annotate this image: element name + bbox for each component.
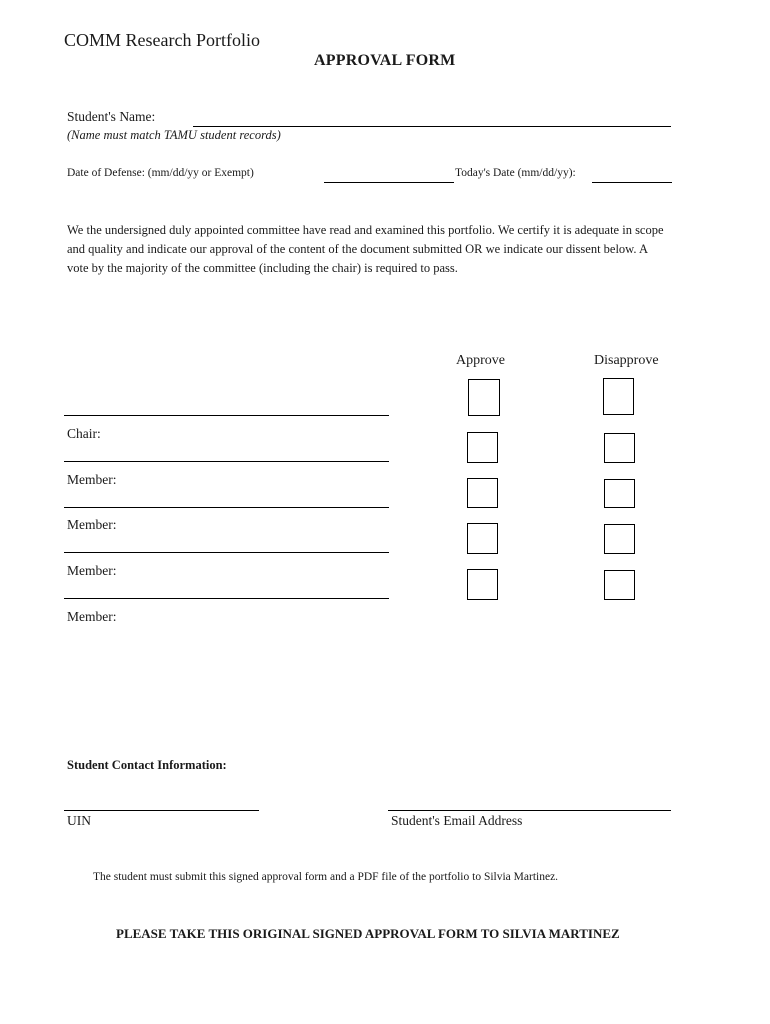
form-title: APPROVAL FORM [314, 52, 456, 69]
student-name-note: (Name must match TAMU student records) [67, 128, 281, 142]
member-3-disapprove-checkbox[interactable] [604, 524, 635, 554]
member-1-disapprove-checkbox[interactable] [604, 433, 635, 463]
member-4-signature-line[interactable] [64, 598, 389, 599]
member-1-approve-checkbox[interactable] [467, 432, 498, 463]
member-2-signature-line[interactable] [64, 507, 389, 508]
student-name-label: Student's Name: [67, 109, 156, 124]
committee-statement: We the undersigned duly appointed committee have read and examined this portfolio. We certify it is adequate in scope and quality and indicate our approval of the content of the document submitted OR we indicate our dissent below. A vote by the majority of the committee (including the chair) is required to pass. [67, 223, 664, 275]
todays-date-label: Today's Date (mm/dd/yy): [455, 167, 576, 179]
member-4-label: Member: [67, 609, 117, 624]
disapprove-column-header: Disapprove [594, 353, 659, 368]
submission-instruction: The student must submit this signed approval form and a PDF file of the portfolio to Silvia Martinez. [93, 871, 559, 883]
contact-heading: Student Contact Information: [67, 758, 227, 772]
chair-approve-checkbox[interactable] [468, 379, 500, 416]
member-3-approve-checkbox[interactable] [467, 523, 498, 554]
member-1-label: Member: [67, 472, 117, 487]
member-2-label: Member: [67, 517, 117, 532]
submission-notice: PLEASE TAKE THIS ORIGINAL SIGNED APPROVAL FORM TO SILVIA MARTINEZ [116, 926, 620, 941]
approve-column-header: Approve [456, 353, 505, 368]
email-label: Student's Email Address [391, 813, 523, 828]
chair-signature-line[interactable] [64, 415, 389, 416]
email-field[interactable] [388, 810, 671, 811]
member-3-label: Member: [67, 563, 117, 578]
uin-field[interactable] [64, 810, 259, 811]
member-4-disapprove-checkbox[interactable] [604, 570, 635, 600]
member-2-disapprove-checkbox[interactable] [604, 479, 635, 508]
member-4-approve-checkbox[interactable] [467, 569, 498, 600]
chair-label: Chair: [67, 426, 101, 441]
member-2-approve-checkbox[interactable] [467, 478, 498, 508]
defense-date-field[interactable] [324, 182, 454, 183]
member-1-signature-line[interactable] [64, 461, 389, 462]
chair-disapprove-checkbox[interactable] [603, 378, 634, 415]
todays-date-field[interactable] [592, 182, 672, 183]
defense-date-label: Date of Defense: (mm/dd/yy or Exempt) [67, 167, 254, 179]
uin-label: UIN [67, 813, 91, 828]
student-name-field[interactable] [193, 126, 671, 127]
portfolio-title: COMM Research Portfolio [64, 30, 260, 50]
member-3-signature-line[interactable] [64, 552, 389, 553]
